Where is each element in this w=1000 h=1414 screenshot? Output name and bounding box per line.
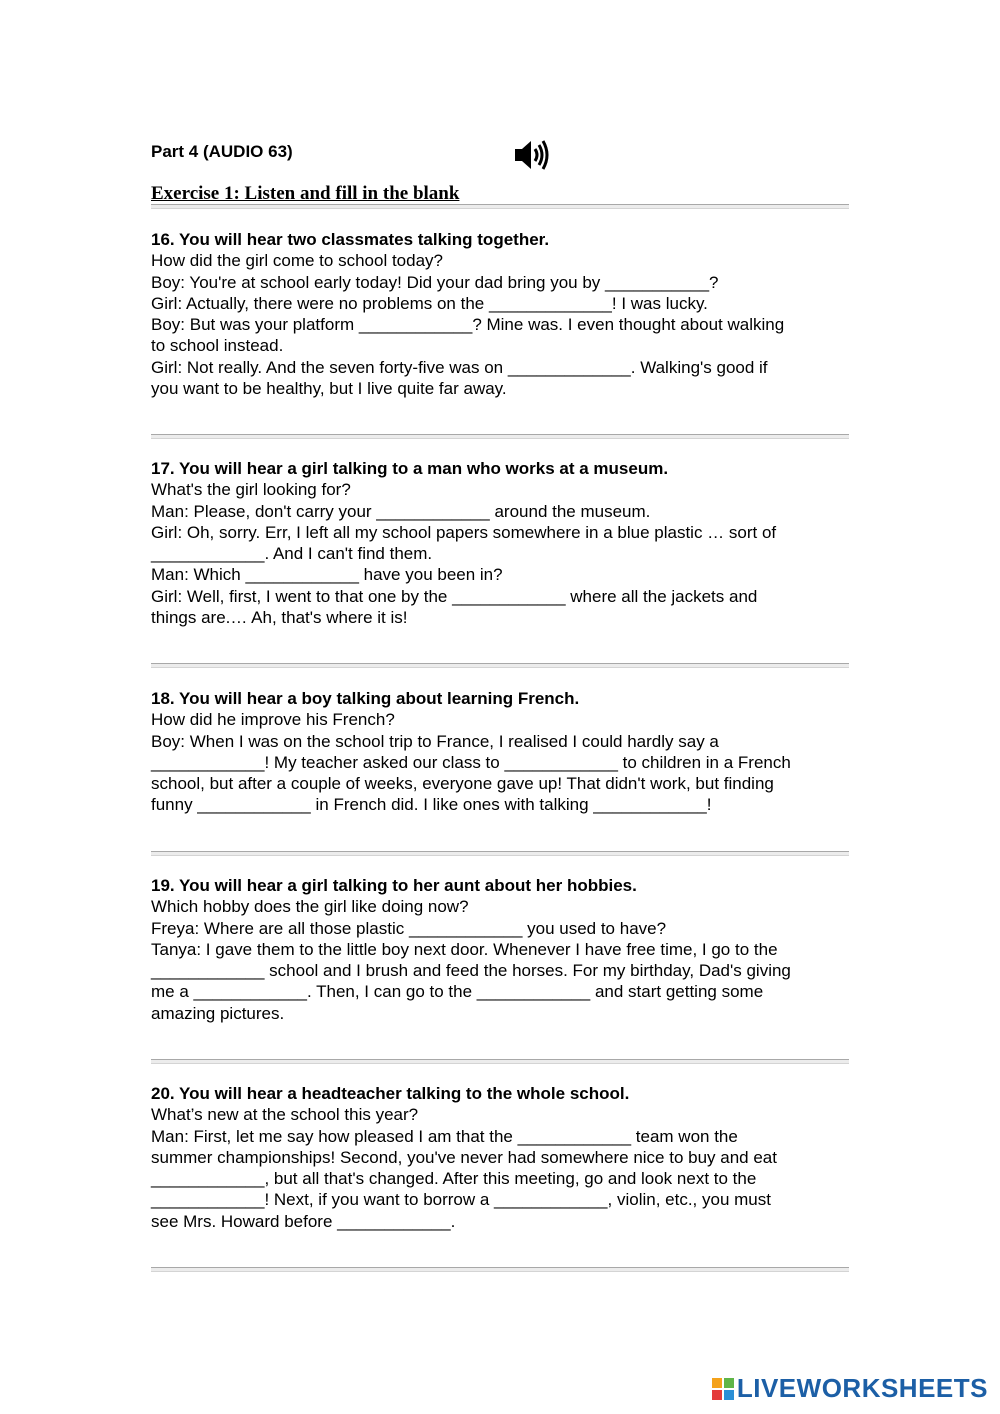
dialogue-line: Tanya: I gave them to the little boy next door. Whenever I have free time, I go to the: [151, 939, 778, 959]
divider: [151, 204, 849, 209]
question-heading: 20. You will hear a headteacher talking to the whole school.: [151, 1084, 630, 1103]
divider: [151, 851, 849, 856]
question-heading: 19. You will hear a girl talking to her aunt about her hobbies.: [151, 876, 637, 895]
divider: [151, 434, 849, 439]
dialogue-line[interactable]: Boy: You're at school early today! Did your dad bring you by ___________?: [151, 272, 719, 292]
dialogue-line: things are.… Ah, that's where it is!: [151, 608, 408, 628]
question-prompt: What’s new at the school this year?: [151, 1105, 419, 1125]
question-heading: 18. You will hear a boy talking about learning French.: [151, 689, 580, 708]
dialogue-line[interactable]: Girl: Actually, there were no problems on the _____________! I was lucky.: [151, 293, 708, 313]
question-16: [151, 229, 851, 399]
logo-text: LIVEWORKSHEETS: [736, 1373, 988, 1403]
dialogue-line[interactable]: ____________ school and I brush and feed the horses. For my birthday, Dad's giving: [151, 961, 791, 981]
logo-mark-icon: [712, 1378, 734, 1400]
divider: [151, 663, 849, 668]
exercise-title: Exercise 1: Listen and fill in the blank: [151, 183, 460, 204]
question-prompt: Which hobby does the girl like doing now?: [151, 897, 469, 917]
dialogue-line: school, but after a couple of weeks, everyone gave up! That didn't work, but finding: [151, 774, 774, 794]
dialogue-line[interactable]: ____________! Next, if you want to borrow a ____________, violin, etc., you must: [151, 1190, 771, 1210]
question-19: [151, 875, 851, 1024]
question-prompt: What's the girl looking for?: [151, 480, 351, 500]
dialogue-line: Girl: Oh, sorry. Err, I left all my school papers somewhere in a blue plastic … sort of: [151, 522, 777, 542]
dialogue-line: amazing pictures.: [151, 1003, 285, 1023]
dialogue-line[interactable]: Boy: But was your platform ____________? Mine was. I even thought about walking: [151, 315, 785, 335]
dialogue-line[interactable]: funny ____________ in French did. I like ones with talking ____________!: [151, 795, 712, 815]
dialogue-line: summer championships! Second, you've never had somewhere nice to buy and eat: [151, 1147, 777, 1167]
question-18: [151, 688, 851, 816]
dialogue-line[interactable]: Man: Please, don't carry your ____________ around the museum.: [151, 501, 651, 521]
dialogue-line[interactable]: Freya: Where are all those plastic ____________ you used to have?: [151, 918, 667, 938]
question-heading: 16. You will hear two classmates talking together.: [151, 230, 550, 249]
dialogue-line[interactable]: see Mrs. Howard before ____________.: [151, 1211, 456, 1231]
question-prompt: How did he improve his French?: [151, 710, 395, 730]
dialogue-line: Boy: When I was on the school trip to France, I realised I could hardly say a: [151, 731, 719, 751]
divider: [151, 1267, 849, 1272]
dialogue-line[interactable]: Girl: Not really. And the seven forty-five was on _____________. Walking's good if: [151, 357, 768, 377]
speaker-volume-icon[interactable]: [513, 138, 551, 172]
liveworksheets-logo[interactable]: [712, 1373, 988, 1404]
dialogue-line: to school instead.: [151, 336, 284, 356]
dialogue-line: you want to be healthy, but I live quite far away.: [151, 379, 507, 399]
dialogue-line[interactable]: Man: Which ____________ have you been in?: [151, 565, 503, 585]
question-prompt: How did the girl come to school today?: [151, 251, 443, 271]
part-title: Part 4 (AUDIO 63): [151, 142, 293, 161]
dialogue-line[interactable]: ____________! My teacher asked our class to ____________ to children in a French: [151, 752, 791, 772]
question-20: [151, 1083, 851, 1232]
question-17: [151, 458, 851, 628]
dialogue-line[interactable]: Man: First, let me say how pleased I am that the ____________ team won the: [151, 1126, 738, 1146]
divider: [151, 1059, 849, 1064]
dialogue-line[interactable]: ____________, but all that's changed. After this meeting, go and look next to the: [151, 1169, 757, 1189]
dialogue-line[interactable]: Girl: Well, first, I went to that one by the ____________ where all the jackets and: [151, 586, 758, 606]
question-heading: 17. You will hear a girl talking to a man who works at a museum.: [151, 459, 669, 478]
dialogue-line[interactable]: ____________. And I can't find them.: [151, 544, 433, 564]
dialogue-line[interactable]: me a ____________. Then, I can go to the ____________ and start getting some: [151, 982, 764, 1002]
